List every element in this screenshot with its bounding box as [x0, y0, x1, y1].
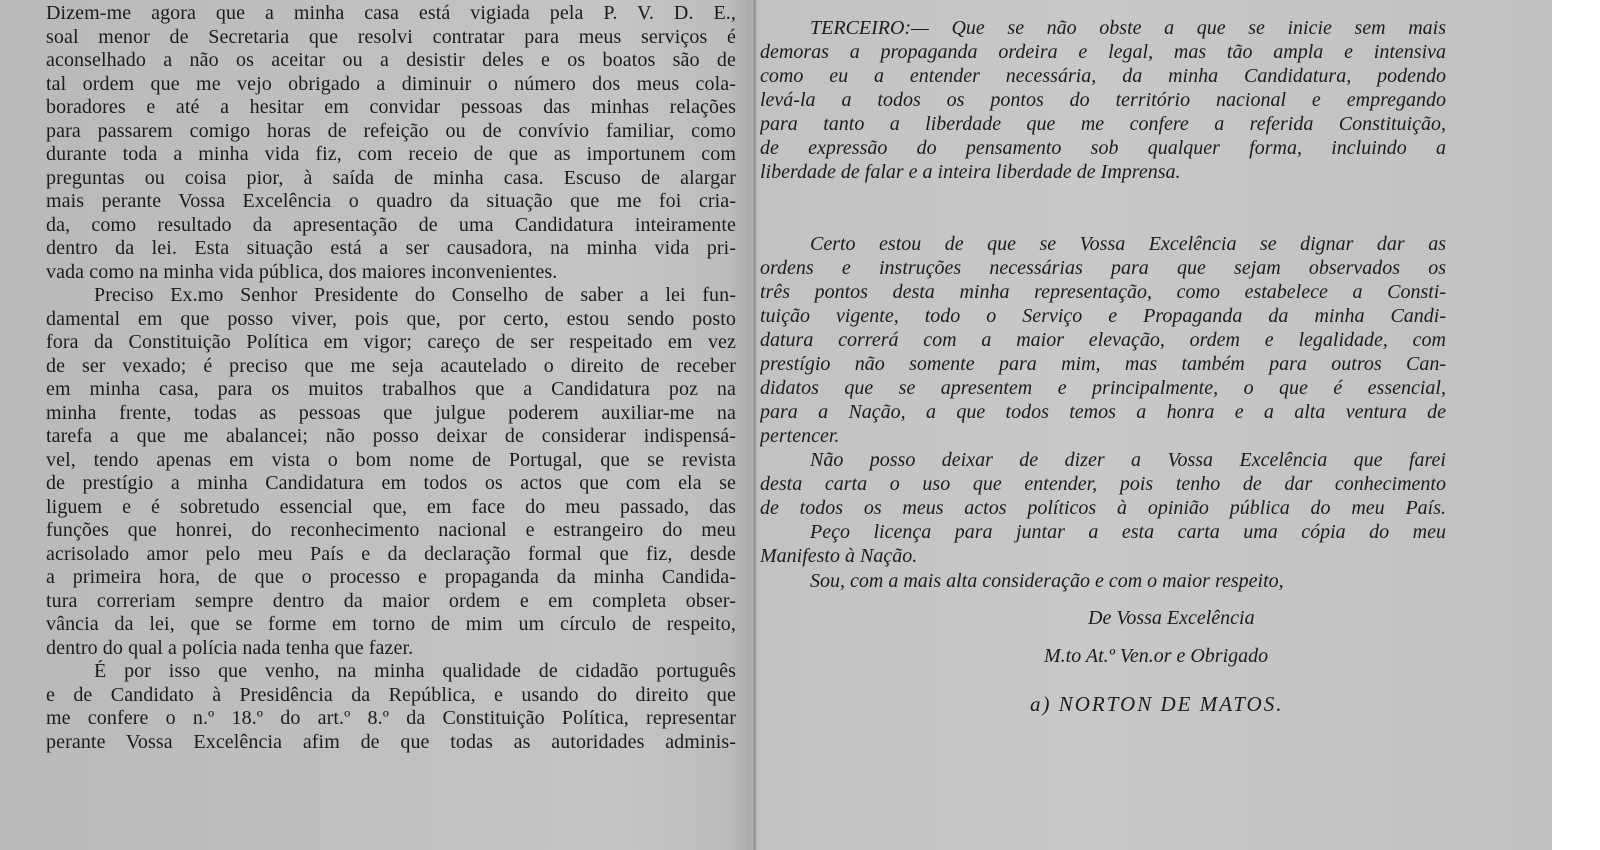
text-line: É por isso que venho, na minha qualidade de cidadão português [94, 660, 736, 682]
text-line: funções que honrei, do reconhecimento nacional e estrangeiro do meu [46, 519, 736, 541]
left-column-text [46, 2, 736, 754]
text-line: boradores e até a hesitar em convidar pessoas das minhas relações [46, 96, 736, 118]
text-line: de todos os meus actos políticos à opinião pública do meu País. [760, 497, 1446, 519]
text-line: Manifesto à Nação. [760, 545, 918, 567]
text-line: Dizem-me agora que a minha casa está vigiada pela P. V. D. E., [46, 2, 736, 24]
text-line: mais perante Vossa Excelência o quadro da situação que me foi cria- [46, 190, 736, 212]
text-line: três pontos desta minha representação, como estabelece a Consti- [760, 281, 1446, 303]
text-line: Certo estou de que se Vossa Excelência se dignar dar as [810, 233, 1446, 255]
text-line: pertencer. [760, 425, 840, 447]
text-line: Peço licença para juntar a esta carta uma cópia do meu [810, 521, 1446, 543]
text-line: damental em que posso viver, pois que, por certo, estou sendo posto [46, 307, 736, 330]
closing-line-1: De Vossa Excelência [1088, 607, 1255, 629]
text-line: aconselhado a não os aceitar ou a desistir deles e os boatos são de [46, 49, 736, 71]
text-line: tarefa a que me abalancei; não posso deixar de considerar indispensá- [46, 425, 736, 447]
closing-salutation: Sou, com a mais alta consideração e com o maior respeito, [810, 570, 1284, 592]
text-line: tal ordem que me vejo obrigado a diminuir o número dos meus cola- [46, 72, 736, 95]
text-line: dentro do qual a polícia nada tenha que fazer. [46, 636, 414, 659]
page-fold [753, 0, 756, 850]
text-line: acrisolado amor pelo meu País e da declaração formal que fiz, desde [46, 542, 736, 565]
closing-line-2: M.to At.º Ven.or e Obrigado [1044, 645, 1269, 667]
text-line: da, como resultado da apresentação de uma Candidatura inteiramente [46, 213, 736, 236]
text-line: de ser vexado; é preciso que me seja acautelado o direito de receber [46, 354, 736, 377]
certo-paragraphs [760, 232, 1446, 568]
text-line: vância da lei, que se forme em torno de mim um círculo de respeito, [46, 613, 736, 635]
text-line: liguem e é sobretudo essencial que, em face do meu passado, das [46, 495, 736, 518]
text-line: vada como na minha vida pública, dos maiores inconvenientes. [46, 260, 558, 283]
text-line: para passarem comigo horas de refeição ou de convívio familiar, como [46, 119, 736, 142]
text-line: preguntas ou coisa pior, à saída de minha casa. Escuso de alargar [46, 166, 736, 189]
text-line: ordens e instruções necessárias para que sejam observados os [760, 257, 1446, 279]
text-line: TERCEIRO:— Que se não obste a que se inicie sem mais [810, 17, 1446, 39]
text-line: perante Vossa Excelência afim de que todas as autoridades adminis- [46, 730, 736, 753]
text-line: para a Nação, a que todos temos a honra e a alta ventura de [760, 401, 1446, 423]
text-line: de prestígio a minha Candidatura em todos os actos que com ela se [46, 472, 736, 494]
text-line: e de Candidato à Presidência da República, e usando do direito que [46, 683, 736, 706]
text-line: datura correrá com a maior elevação, ordem e legalidade, com [760, 329, 1446, 351]
text-line: durante toda a minha vida fiz, com receio de que as importunem com [46, 143, 736, 165]
text-line: fora da Constituição Política em vigor; careço de ser respeitado em vez [46, 331, 736, 353]
text-line: liberdade de falar e a inteira liberdade de Imprensa. [760, 161, 1181, 183]
text-line: em minha casa, para os muitos trabalhos que a Candidatura poz na [46, 378, 736, 400]
text-line: para tanto a liberdade que me confere a referida Constituição, [760, 113, 1446, 135]
paragraph-gap [760, 184, 1446, 232]
text-line: didatos que se apresentem e principalmente, o que é essencial, [760, 377, 1446, 399]
text-line: de expressão do pensamento sob qualquer forma, incluindo a [760, 137, 1446, 159]
text-line: levá-la a todos os pontos do território nacional e empregando [760, 89, 1446, 111]
text-line: me confere o n.º 18.º do art.º 8.º da Constituição Política, representar [46, 707, 736, 729]
text-line: minha frente, todas as pessoas que julgue poderem auxiliar-me na [46, 401, 736, 424]
text-line: tura correriam sempre dentro da maior ordem e em completa obser- [46, 589, 736, 612]
text-line: Preciso Ex.mo Senhor Presidente do Conselho de saber a lei fun- [94, 284, 736, 306]
text-line: desta carta o uso que entender, pois tenho de dar conhecimento [760, 473, 1446, 495]
text-line: Não posso deixar de dizer a Vossa Excelência que farei [810, 449, 1446, 471]
right-column-text [760, 16, 1446, 568]
text-line: demoras a propaganda ordeira e legal, mas tão ampla e intensiva [760, 41, 1446, 63]
text-line: soal menor de Secretaria que resolvi contratar para meus serviços é [46, 25, 736, 48]
text-line: vel, tendo apenas em vista o bom nome de Portugal, que se revista [46, 448, 736, 471]
text-line: dentro da lei. Esta situação está a ser causadora, na minha vida pri- [46, 237, 736, 259]
text-line: a primeira hora, de que o processo e propaganda da minha Candida- [46, 566, 736, 588]
text-line: tuição vigente, todo o Serviço e Propaganda da minha Candi- [760, 305, 1446, 327]
signature: a) NORTON DE MATOS. [1030, 692, 1284, 716]
text-line: prestígio não somente para mim, mas também para outros Can- [760, 353, 1446, 375]
text-line: como eu a entender necessária, da minha Candidatura, podendo [760, 65, 1446, 87]
terceiro-paragraph [760, 16, 1446, 184]
